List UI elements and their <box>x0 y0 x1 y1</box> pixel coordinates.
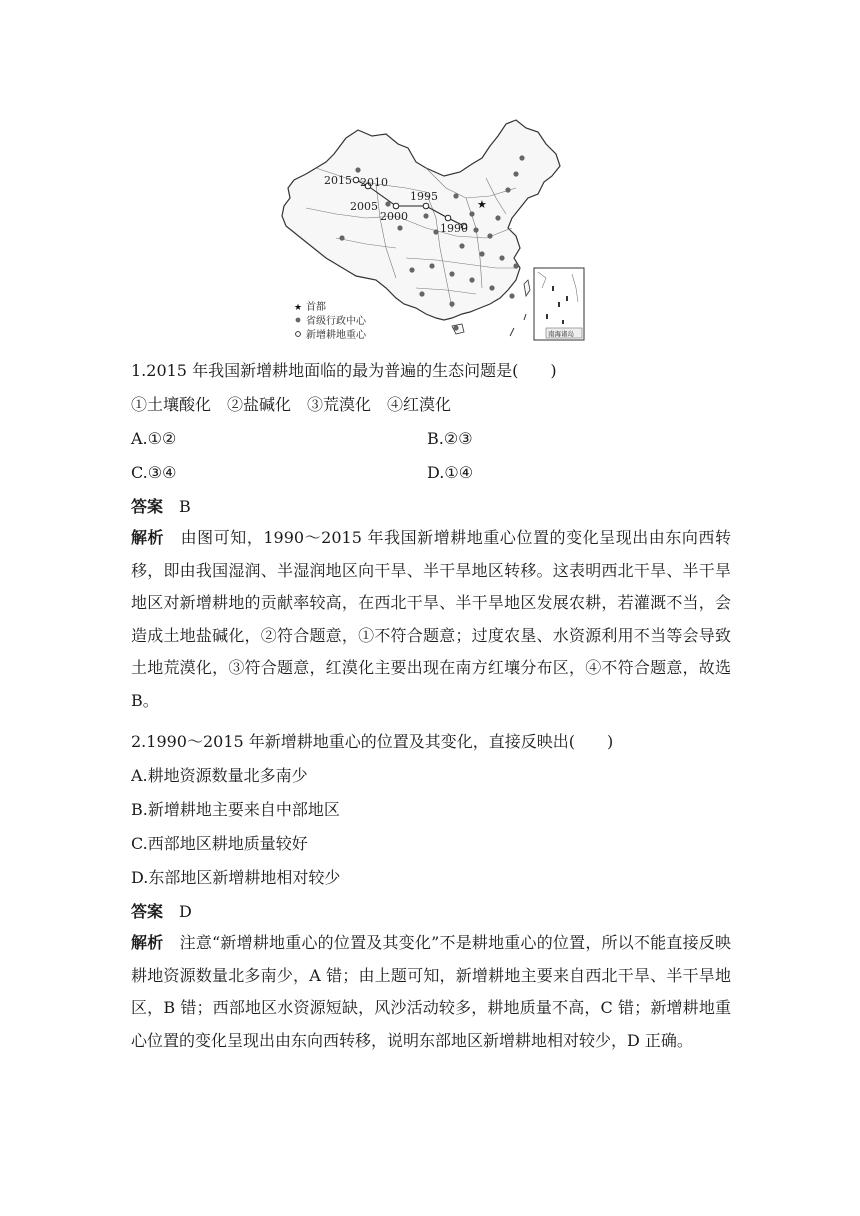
q1-option-c: C.③④ <box>131 463 177 482</box>
q1-option-a: A.①② <box>131 429 177 448</box>
q1-analysis-text: 由图可知，1990～2015 年我国新增耕地重心位置的变化呈现出由东向西转移，即由我国湿润、半湿润地区向干旱、半干旱地区转移。这表明西北干旱、半干旱地区对新增耕地的贡献率较高，在西北干旱、半干旱地区发展农耕，若灌溉不当，会造成土地盐碱化，②符合题意，①不符合题意；过度农垦、水资源利用不当等会导致土地荒漠化，③符合题意，红漠化主要出现在南方红壤分布区，④不符合题意，故选 B。 <box>131 528 731 710</box>
q1-stem: 1.2015 年我国新增耕地面临的最为普遍的生态问题是( ) <box>131 361 557 380</box>
q2-analysis-label: 解析 <box>131 933 164 952</box>
china-map-figure <box>276 118 590 346</box>
q2-option-c: C.西部地区耕地质量较好 <box>131 834 308 853</box>
legend-circle-icon <box>296 332 301 337</box>
q1-analysis <box>131 522 731 717</box>
legend-capital: 首都 <box>306 302 326 313</box>
q2-answer <box>131 901 192 923</box>
year-label-2000: 2000 <box>380 210 408 223</box>
q2-analysis-text: 注意“新增耕地重心的位置及其变化”不是耕地重心的位置，所以不能直接反映耕地资源数量北多南少，A 错；由上题可知，新增耕地主要来自西北干旱、半干旱地区，B 错；西部地区水资源短缺，风沙活动较多，耕地质量不高，C 错；新增耕地重心位置的变化呈现出由东向西转移，说明东部地区新增耕地相对较少，D 正确。 <box>131 933 731 1050</box>
legend-dot-icon <box>296 318 301 323</box>
inset-label: 南海诸岛 <box>548 330 574 338</box>
q2-answer-label: 答案 <box>131 902 164 921</box>
south-china-sea-inset <box>534 268 584 340</box>
q2-option-d: D.东部地区新增耕地相对较少 <box>131 868 341 887</box>
year-label-1995: 1995 <box>410 190 438 203</box>
q1-answer-label: 答案 <box>131 497 164 516</box>
year-label-2010: 2010 <box>360 176 388 189</box>
q1-options-line: ①土壤酸化 ②盐碱化 ③荒漠化 ④红漠化 <box>131 395 452 414</box>
q2-analysis <box>131 927 731 1057</box>
year-label-2015: 2015 <box>324 174 352 187</box>
q1-answer-value: B <box>179 497 191 516</box>
map-legend <box>294 300 367 341</box>
legend-provincial-center: 省级行政中心 <box>306 316 366 327</box>
q2-answer-value: D <box>179 902 192 921</box>
taiwan-island <box>524 280 530 296</box>
year-label-2005: 2005 <box>350 200 378 213</box>
legend-star-icon: ★ <box>294 303 303 313</box>
capital-star-icon: ★ <box>477 198 487 211</box>
q1-option-b: B.②③ <box>427 429 473 448</box>
china-outline <box>282 120 560 320</box>
q1-answer <box>131 496 191 518</box>
q2-stem: 2.1990～2015 年新增耕地重心的位置及其变化，直接反映出( ) <box>131 732 614 751</box>
q2-option-b: B.新增耕地主要来自中部地区 <box>131 800 340 819</box>
china-map <box>276 118 590 346</box>
q2-option-a: A.耕地资源数量北多南少 <box>131 766 308 785</box>
year-label-1990: 1990 <box>440 222 468 235</box>
legend-centroid: 新增耕地重心 <box>306 330 366 341</box>
q1-analysis-label: 解析 <box>131 528 165 547</box>
q1-option-d: D.①④ <box>427 463 474 482</box>
